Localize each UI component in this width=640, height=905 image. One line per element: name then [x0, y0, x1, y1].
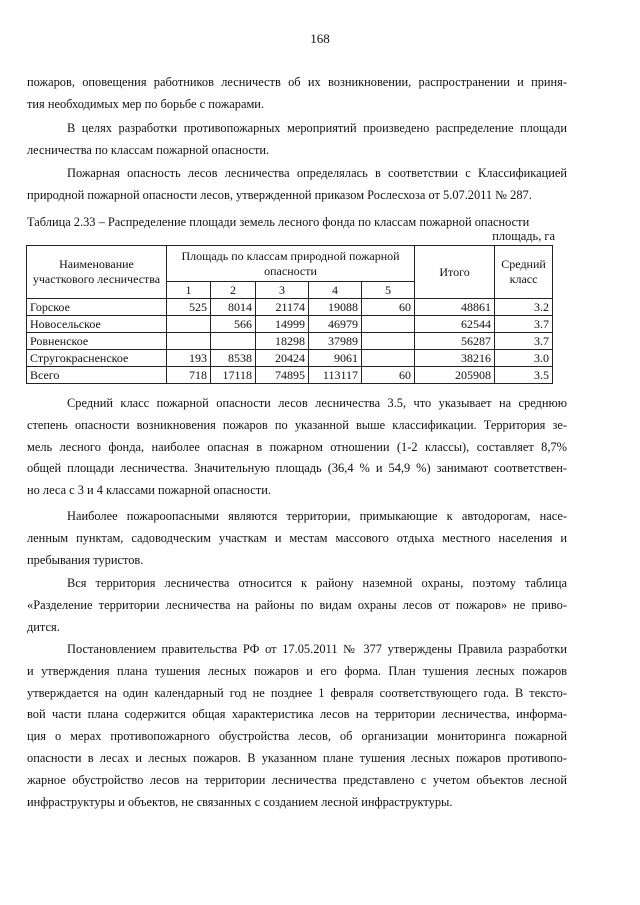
- header-class-5: 5: [362, 282, 415, 299]
- cell-class-4: 46979: [309, 316, 362, 333]
- table-title: Таблица 2.33 – Распределение площади земель лесного фонда по классам пожарной опасности: [27, 215, 530, 229]
- paragraph-average-class: [27, 393, 567, 502]
- paragraph-hazardous-areas: [27, 506, 567, 571]
- row-name: Стругокрасненское: [27, 350, 167, 367]
- cell-class-2: 8014: [211, 299, 256, 316]
- cell-class-3: 74895: [256, 367, 309, 384]
- cell-class-5: [362, 350, 415, 367]
- paragraph-fire-plan: [27, 639, 567, 813]
- cell-average: 3.0: [495, 350, 553, 367]
- cell-total: 56287: [415, 333, 495, 350]
- page-number: 168: [310, 31, 330, 46]
- cell-class-3: 14999: [256, 316, 309, 333]
- table-row: [27, 299, 553, 316]
- cell-class-4: 19088: [309, 299, 362, 316]
- cell-class-2: 566: [211, 316, 256, 333]
- cell-class-4: 9061: [309, 350, 362, 367]
- cell-class-1: 193: [167, 350, 211, 367]
- text-line: степень опасности возникновения пожаров по указанной выше классификации. Территория зе-: [27, 417, 567, 432]
- cell-class-5: [362, 316, 415, 333]
- text-line: В целях разработки противопожарных мероприятий произведено распределение площади: [67, 121, 567, 135]
- cell-average: 3.7: [495, 333, 553, 350]
- cell-total: 38216: [415, 350, 495, 367]
- text-line: тия необходимых мер по борьбе с пожарами.: [27, 96, 265, 111]
- cell-class-3: 20424: [256, 350, 309, 367]
- text-line: общей площади лесничества. Значительную площадь (36,4 % и 54,9 %) занимают соответствен-: [27, 461, 567, 476]
- text-line: «Разделение территории лесничества на районы по видам охраны лесов от пожаров» не приво-: [27, 597, 567, 612]
- fire-hazard-table: [26, 245, 553, 384]
- header-total: Итого: [415, 246, 495, 299]
- row-name: Ровненское: [27, 333, 167, 350]
- text-line: Вся территория лесничества относится к району наземной охраны, поэтому таблица: [67, 576, 567, 590]
- paragraph-fire-measures: [27, 118, 567, 162]
- cell-class-1: 718: [167, 367, 211, 384]
- text-line: Пожарная опасность лесов лесничества определялась в соответствии с Классификацией: [67, 166, 567, 180]
- cell-class-4: 113117: [309, 367, 362, 384]
- header-class-1: 1: [167, 282, 211, 299]
- text-line: утверждается на один календарный год не позднее 1 февраля соответствующего года. В тексто-: [27, 685, 567, 700]
- row-name: Новосельское: [27, 316, 167, 333]
- text-line: Постановлением правительства РФ от 17.05.2011 № 377 утверждены Правила разработки: [67, 642, 567, 656]
- text-line: инфраструктуры и объектов, не связанных с созданием лесной инфраструктуры.: [27, 794, 453, 809]
- cell-class-5: 60: [362, 299, 415, 316]
- cell-class-1: [167, 316, 211, 333]
- header-area-by-class: Площадь по классам природной пожарной опасности: [167, 246, 415, 282]
- cell-total: 48861: [415, 299, 495, 316]
- text-line: опасности в лесах и лесных пожаров. В указанном плане тушения лесных пожаров противопо-: [27, 750, 567, 765]
- cell-class-2: [211, 333, 256, 350]
- header-average-class: Средний класс: [495, 246, 553, 299]
- text-line: ленным пунктам, садоводческим участкам и местам массового отдыха местного населения и: [27, 530, 567, 545]
- cell-class-1: [167, 333, 211, 350]
- header-class-4: 4: [309, 282, 362, 299]
- table-row-total: [27, 367, 553, 384]
- cell-class-4: 37989: [309, 333, 362, 350]
- cell-class-3: 18298: [256, 333, 309, 350]
- cell-class-2: 17118: [211, 367, 256, 384]
- text-line: Наиболее пожароопасными являются территории, примыкающие к автодорогам, насе-: [67, 509, 567, 523]
- cell-class-5: 60: [362, 367, 415, 384]
- cell-class-5: [362, 333, 415, 350]
- paragraph-classification: [27, 163, 567, 207]
- cell-class-2: 8538: [211, 350, 256, 367]
- text-line: жарное обустройство лесов на территории лесничества представлено с учетом объектов лесной: [27, 772, 567, 787]
- table-row: [27, 316, 553, 333]
- text-line: ция о мерах противопожарного обустройства лесов, об организации мониторинга пожарной: [27, 729, 567, 744]
- row-name: Всего: [27, 367, 167, 384]
- header-class-2: 2: [211, 282, 256, 299]
- intro-paragraph: [27, 72, 567, 116]
- text-line: пожаров, оповещения работников лесничеств об их возникновении, распространении и приня-: [27, 75, 567, 89]
- cell-total: 62544: [415, 316, 495, 333]
- paragraph-ground-protection: [27, 573, 567, 638]
- text-line: природной пожарной опасности лесов, утвержденной приказом Рослесхоза от 5.07.2011 № 287.: [27, 187, 532, 202]
- text-line: дится.: [27, 619, 60, 634]
- table-row: [27, 350, 553, 367]
- table-caption: [27, 215, 557, 243]
- text-line: и утверждения плана тушения лесных пожаров и его форма. План тушения лесных пожаров: [27, 663, 567, 678]
- cell-average: 3.5: [495, 367, 553, 384]
- header-forestry-name: Наименование участкового лесничества: [27, 246, 167, 299]
- cell-average: 3.2: [495, 299, 553, 316]
- cell-average: 3.7: [495, 316, 553, 333]
- table-row: [27, 333, 553, 350]
- text-line: но леса с 3 и 4 классами пожарной опасности.: [27, 483, 271, 498]
- row-name: Горское: [27, 299, 167, 316]
- table-units: площадь, га: [492, 229, 555, 243]
- text-line: Средний класс пожарной опасности лесов лесничества 3.5, что указывает на среднюю: [67, 396, 567, 410]
- text-line: вой части плана содержится общая характеристика лесов на территории лесничества, информа-: [27, 707, 567, 722]
- cell-class-1: 525: [167, 299, 211, 316]
- text-line: лесничества по классам пожарной опасности.: [27, 142, 270, 157]
- cell-class-3: 21174: [256, 299, 309, 316]
- header-class-3: 3: [256, 282, 309, 299]
- cell-total: 205908: [415, 367, 495, 384]
- text-line: мель лесного фонда, наиболее опасная в пожарном отношении (1-2 классы), составляет 8,7%: [27, 439, 567, 454]
- text-line: пребывания туристов.: [27, 552, 144, 567]
